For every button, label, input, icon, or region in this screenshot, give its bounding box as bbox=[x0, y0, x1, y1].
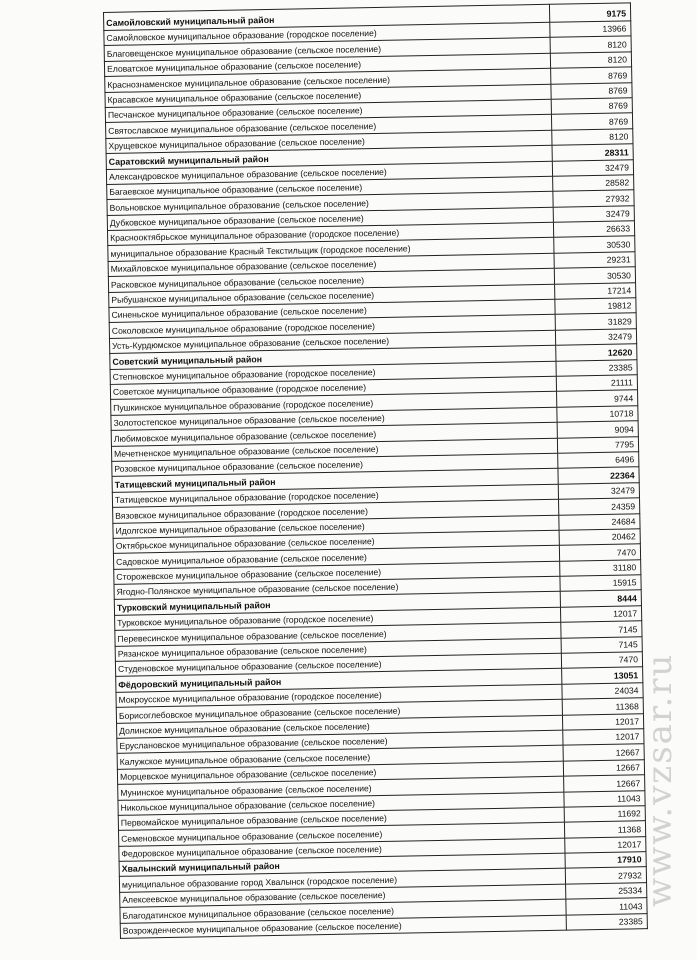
value-cell: 27932 bbox=[565, 867, 646, 884]
value-cell: 28311 bbox=[552, 144, 633, 161]
value-cell: 8120 bbox=[551, 52, 632, 69]
entity-name-cell: Федоровское муниципальное образование (сельское поселение) bbox=[119, 838, 565, 862]
entity-name-cell: Красавское муниципальное образование (сельское поселение) bbox=[105, 84, 551, 108]
entity-name-cell: Морцевское муниципальное образование (сельское поселение) bbox=[117, 761, 563, 785]
value-cell: 12667 bbox=[564, 775, 645, 792]
entity-name-cell: Багаевское муниципальное образование (сельское поселение) bbox=[107, 176, 553, 200]
entity-name-cell: Святославское муниципальное образование (сельское поселение) bbox=[106, 115, 552, 139]
entity-name-cell: Краснооктябрьское муниципальное образование (городское поселение) bbox=[108, 222, 554, 246]
entity-name-cell: Вязовское муниципальное образование (городское поселение) bbox=[113, 499, 559, 523]
value-cell: 20462 bbox=[559, 529, 640, 546]
value-cell: 8769 bbox=[552, 113, 633, 130]
entity-name-cell: Благодатинское муниципальное образование (сельское поселение) bbox=[120, 899, 566, 923]
value-cell: 29231 bbox=[554, 252, 635, 269]
entity-name-cell: Алексеевское муниципальное образование (сельское поселение) bbox=[120, 884, 566, 908]
entity-name-cell: Мокроусское муниципальное образование (городское поселение) bbox=[116, 684, 562, 708]
subsidy-table bbox=[103, 2, 648, 939]
entity-name-cell: Усть-Курдюмское муниципальное образование (сельское поселение) bbox=[109, 330, 555, 354]
entity-name-cell: Первомайское муниципальное образование (сельское поселение) bbox=[118, 807, 564, 831]
entity-name-cell: Мечетненское муниципальное образование (сельское поселение) bbox=[111, 438, 557, 462]
value-cell: 11368 bbox=[565, 821, 646, 838]
table-body bbox=[104, 3, 648, 939]
value-cell: 8769 bbox=[551, 82, 632, 99]
value-cell: 12017 bbox=[561, 606, 642, 623]
entity-name-cell: Соколовское муниципальное образование (городское поселение) bbox=[109, 315, 555, 339]
entity-name-cell: Сторожевское муниципальное образование (сельское поселение) bbox=[114, 561, 560, 585]
value-cell: 6496 bbox=[558, 452, 639, 469]
value-cell: 12620 bbox=[556, 344, 637, 361]
entity-name-cell: Вольновское муниципальное образование (сельское поселение) bbox=[107, 192, 553, 216]
value-cell: 11043 bbox=[564, 790, 645, 807]
entity-name-cell: Садовское муниципальное образование (сельское поселение) bbox=[113, 546, 559, 570]
value-cell: 24684 bbox=[559, 513, 640, 530]
entity-name-cell: Золотостепское муниципальное образование (сельское поселение) bbox=[111, 407, 557, 431]
value-cell: 10718 bbox=[557, 406, 638, 423]
entity-name-cell: Никольское муниципальное образование (сельское поселение) bbox=[118, 792, 564, 816]
entity-name-cell: Мунинское муниципальное образование (сельское поселение) bbox=[118, 776, 564, 800]
value-cell: 23385 bbox=[556, 359, 637, 376]
entity-name-cell: Розовское муниципальное образование (сельское поселение) bbox=[112, 453, 558, 477]
value-cell: 11692 bbox=[564, 806, 645, 823]
value-cell: 17214 bbox=[555, 282, 636, 299]
entity-name-cell: муниципальное образование город Хвалынск (городское поселение) bbox=[119, 869, 565, 893]
value-cell: 12667 bbox=[563, 744, 644, 761]
entity-name-cell: Фёдоровский муниципальный район bbox=[116, 669, 562, 693]
entity-name-cell: Хвалынский муниципальный район bbox=[119, 853, 565, 877]
entity-name-cell: Михайловское муниципальное образование (сельское поселение) bbox=[108, 253, 554, 277]
value-cell: 7470 bbox=[562, 652, 643, 669]
value-cell: 31829 bbox=[555, 313, 636, 330]
entity-name-cell: Советский муниципальный район bbox=[110, 345, 556, 369]
entity-name-cell: Краснознаменское муниципальное образование (сельское поселение) bbox=[105, 68, 551, 92]
value-cell: 30530 bbox=[554, 236, 635, 253]
value-cell: 28582 bbox=[553, 175, 634, 192]
entity-name-cell: Хрущевское муниципальное образование (сельское поселение) bbox=[106, 130, 552, 154]
entity-name-cell: Еловатское муниципальное образование (сельское поселение) bbox=[104, 53, 550, 77]
entity-name-cell: Синеньское муниципальное образование (сельское поселение) bbox=[109, 299, 555, 323]
entity-name-cell: Саратовский муниципальный район bbox=[106, 145, 552, 169]
value-cell: 32479 bbox=[553, 205, 634, 222]
entity-name-cell: Семеновское муниципальное образование (сельское поселение) bbox=[119, 822, 565, 846]
value-cell: 8120 bbox=[550, 36, 631, 53]
value-cell: 12017 bbox=[563, 713, 644, 730]
value-cell: 12017 bbox=[565, 836, 646, 853]
entity-name-cell: Еруслановское муниципальное образование (сельское поселение) bbox=[117, 730, 563, 754]
value-cell: 8444 bbox=[560, 590, 641, 607]
entity-name-cell: Рыбушанское муниципальное образование (сельское поселение) bbox=[109, 284, 555, 308]
entity-name-cell: Пушкинское муниципальное образование (городское поселение) bbox=[111, 392, 557, 416]
entity-name-cell: Студеновское муниципальное образование (сельское поселение) bbox=[115, 653, 561, 677]
value-cell: 9175 bbox=[550, 3, 631, 22]
value-cell: 17910 bbox=[565, 852, 646, 869]
value-cell: 27932 bbox=[553, 190, 634, 207]
entity-name-cell: Калужское муниципальное образование (сельское поселение) bbox=[117, 746, 563, 770]
value-cell: 32479 bbox=[552, 159, 633, 176]
value-cell: 12667 bbox=[563, 759, 644, 776]
value-cell: 24359 bbox=[559, 498, 640, 515]
value-cell: 22364 bbox=[558, 467, 639, 484]
value-cell: 15915 bbox=[560, 575, 641, 592]
entity-name-cell: Турковское муниципальное образование (городское поселение) bbox=[115, 607, 561, 631]
entity-name-cell: Рязанское муниципальное образование (сельское поселение) bbox=[115, 638, 561, 662]
value-cell: 11368 bbox=[562, 698, 643, 715]
entity-name-cell: Борисоглебовское муниципальное образование (сельское поселение) bbox=[116, 699, 562, 723]
value-cell: 19812 bbox=[555, 298, 636, 315]
entity-name-cell: Благовещенское муниципальное образование (сельское поселение) bbox=[104, 38, 550, 62]
entity-name-cell: Самойловское муниципальное образование (городское поселение) bbox=[104, 22, 550, 46]
value-cell: 32479 bbox=[558, 482, 639, 499]
value-cell: 26633 bbox=[554, 221, 635, 238]
value-cell: 24034 bbox=[562, 683, 643, 700]
entity-name-cell: Возрожденческое муниципальное образование (сельское поселение) bbox=[120, 915, 566, 939]
entity-name-cell: Любимовское муниципальное образование (сельское поселение) bbox=[111, 422, 557, 446]
value-cell: 13051 bbox=[562, 667, 643, 684]
value-cell: 21111 bbox=[556, 375, 637, 392]
entity-name-cell: Александровское муниципальное образование (сельское поселение) bbox=[106, 161, 552, 185]
value-cell: 7470 bbox=[560, 544, 641, 561]
value-cell: 7795 bbox=[558, 436, 639, 453]
entity-name-cell: Долинское муниципальное образование (сельское поселение) bbox=[117, 715, 563, 739]
entity-name-cell: Советское муниципальное образование (городское поселение) bbox=[110, 376, 556, 400]
entity-name-cell: Турковский муниципальный район bbox=[114, 592, 560, 616]
value-cell: 7145 bbox=[561, 636, 642, 653]
value-cell: 32479 bbox=[556, 329, 637, 346]
value-cell: 8769 bbox=[551, 67, 632, 84]
value-cell: 13966 bbox=[550, 21, 631, 38]
entity-name-cell: Расковское муниципальное образование (сельское поселение) bbox=[108, 269, 554, 293]
value-cell: 23385 bbox=[566, 913, 647, 930]
value-cell: 12017 bbox=[563, 729, 644, 746]
entity-name-cell: муниципальное образование Красный Текстильщик (городское поселение) bbox=[108, 238, 554, 262]
value-cell: 9744 bbox=[557, 390, 638, 407]
entity-name-cell: Октябрьское муниципальное образование (сельское поселение) bbox=[113, 530, 559, 554]
value-cell: 8769 bbox=[551, 98, 632, 115]
value-cell: 9094 bbox=[557, 421, 638, 438]
entity-name-cell: Самойловский муниципальный район bbox=[104, 4, 550, 30]
entity-name-cell: Степновское муниципальное образование (городское поселение) bbox=[110, 361, 556, 385]
value-cell: 8120 bbox=[552, 129, 633, 146]
watermark: www.vzsar.ru bbox=[640, 652, 680, 908]
value-cell: 11043 bbox=[566, 898, 647, 915]
entity-name-cell: Татищевское муниципальное образование (городское поселение) bbox=[112, 484, 558, 508]
entity-name-cell: Перевесинское муниципальное образование (сельское поселение) bbox=[115, 622, 561, 646]
value-cell: 30530 bbox=[554, 267, 635, 284]
value-cell: 7145 bbox=[561, 621, 642, 638]
entity-name-cell: Дубковское муниципальное образование (сельское поселение) bbox=[107, 207, 553, 231]
entity-name-cell: Идолгское муниципальное образование (сельское поселение) bbox=[113, 515, 559, 539]
value-cell: 31180 bbox=[560, 559, 641, 576]
entity-name-cell: Ягодно-Полянское муниципальное образование (сельское поселение) bbox=[114, 576, 560, 600]
entity-name-cell: Татищевский муниципальный район bbox=[112, 469, 558, 493]
value-cell: 25334 bbox=[566, 883, 647, 900]
entity-name-cell: Песчанское муниципальное образование (сельское поселение) bbox=[105, 99, 551, 123]
